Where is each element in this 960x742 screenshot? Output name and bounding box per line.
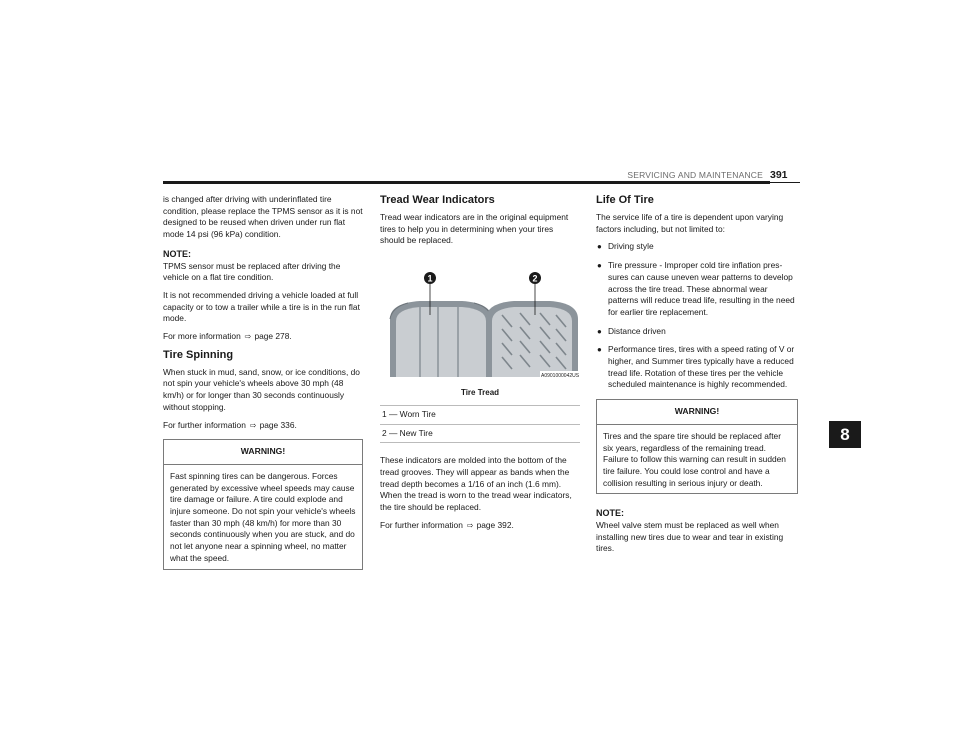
list-item-text: Tire pressure - Improper cold tire inflation pres-sures can cause uneven wear patterns to develop across the tire tread. These abnormal wear patterns will reduce tread life, resulting in the need for earlier tire replacement. xyxy=(608,260,795,317)
warning-box xyxy=(163,439,363,569)
running-title: SERVICING AND MAINTENANCE xyxy=(627,170,763,180)
tread-intro-paragraph: Tread wear indicators are in the original equipment tires to help you in determining when your tires should be replaced. xyxy=(380,212,569,246)
reference-text: For more information xyxy=(163,331,241,342)
legend-item: 2 — New Tire xyxy=(380,424,580,443)
bullet-icon: ● xyxy=(597,242,602,252)
list-item xyxy=(596,260,798,319)
note-label: NOTE: xyxy=(596,508,624,519)
reference-link[interactable]: page 392. xyxy=(476,519,514,530)
column-2 xyxy=(380,194,580,537)
reference-link[interactable]: page 278. xyxy=(254,331,292,342)
intro-paragraph: is changed after driving with underinflated tire condition, please replace the TPMS sensor as it is not designed to be reused when driven under run flat mode 14 psi (96 kPa) condition. xyxy=(163,194,363,240)
note-label: NOTE: xyxy=(163,248,191,259)
tire-spinning-paragraph: When stuck in mud, sand, snow, or ice conditions, do not spin your vehicle's wheels above 30 mph (48 km/h) or for longer than 30 seconds continuously without stopping. xyxy=(163,366,360,412)
column-3 xyxy=(596,194,798,561)
figure-caption: Tire Tread xyxy=(460,388,500,398)
tire-tread-illustration xyxy=(380,267,580,385)
callout-number-1: 1 xyxy=(427,273,433,284)
page-arrow-icon: ⇨ xyxy=(249,420,257,430)
new-tire-image xyxy=(486,301,578,379)
header-rule xyxy=(163,181,770,184)
warning-text: Tires and the spare tire should be replaced after six years, regardless of the remaining tread. Failure to follow this warning can result in sudden tire failure. You could lose control and have a collision resulting in serious injury or death. xyxy=(603,430,786,488)
bullet-icon: ● xyxy=(597,261,602,271)
header-rule-end xyxy=(770,182,800,183)
list-item-text: Performance tires, tires with a speed rating of V or higher, and Summer tires typically have a reduced tread life. Rotation of these tires per the vehicle scheduled maintenance is highly recommended. xyxy=(608,344,795,390)
page-reference xyxy=(163,420,363,432)
tire-tread-figure xyxy=(380,267,580,385)
bullet-icon: ● xyxy=(597,326,602,336)
page-reference xyxy=(163,331,363,343)
section-heading-tire-spinning: Tire Spinning xyxy=(163,348,234,361)
section-heading-tread-wear: Tread Wear Indicators xyxy=(380,194,495,206)
warning-title: WARNING! xyxy=(164,440,362,465)
warning-title: WARNING! xyxy=(597,400,797,425)
page-arrow-icon: ⇨ xyxy=(244,332,252,342)
page-reference xyxy=(380,520,580,532)
figure-code: A0901000042US xyxy=(541,373,580,380)
reference-text: For further information xyxy=(380,519,463,530)
list-item-text: Driving style xyxy=(608,241,654,252)
indicator-paragraph: These indicators are molded into the bottom of the tread grooves. They will appear as bands when the tread depth becomes a 1/16 of an inch (1.6 mm). When the tread is worn to the tread wear indicators, the tire should be replaced. xyxy=(380,455,572,513)
page-arrow-icon: ⇨ xyxy=(466,520,474,530)
figure-legend xyxy=(380,405,580,443)
factor-list xyxy=(596,241,798,391)
list-item xyxy=(596,326,798,338)
reference-link[interactable]: page 336. xyxy=(259,419,297,430)
life-intro-paragraph: The service life of a tire is dependent upon varying factors including, but not limited to: xyxy=(596,212,784,234)
list-item xyxy=(596,344,798,391)
bullet-icon: ● xyxy=(597,345,602,355)
list-item xyxy=(596,241,798,253)
note-text: Wheel valve stem must be replaced as well when installing new tires due to wear and tear in existing tires. xyxy=(596,520,784,554)
warning-text: Fast spinning tires can be dangerous. Forces generated by excessive wheel speeds may cause tire damage or failure. A tire could explode and injure someone. Do not spin your vehicle's wheels faster than 30 mph (48 km/h) for more than 30 seconds continuously when you are stuck, and do not let anyone near a spinning wheel, no matter what the speed. xyxy=(170,470,356,563)
section-heading-life-of-tire: Life Of Tire xyxy=(596,194,654,206)
run-flat-paragraph: It is not recommended driving a vehicle loaded at full capacity or to tow a trailer while a tire is in the run flat mode. xyxy=(163,289,360,324)
column-1 xyxy=(163,194,363,570)
note-text: TPMS sensor must be replaced after driving the vehicle on a flat tire condition. xyxy=(163,260,341,283)
worn-tire-image xyxy=(390,301,492,377)
legend-item: 1 — Worn Tire xyxy=(382,408,436,419)
page-number: 391 xyxy=(770,169,788,181)
reference-text: For further information xyxy=(163,419,246,430)
chapter-tab: 8 xyxy=(829,421,861,448)
warning-box xyxy=(596,399,798,494)
callout-number-2: 2 xyxy=(532,273,538,284)
list-item-text: Distance driven xyxy=(608,325,666,336)
